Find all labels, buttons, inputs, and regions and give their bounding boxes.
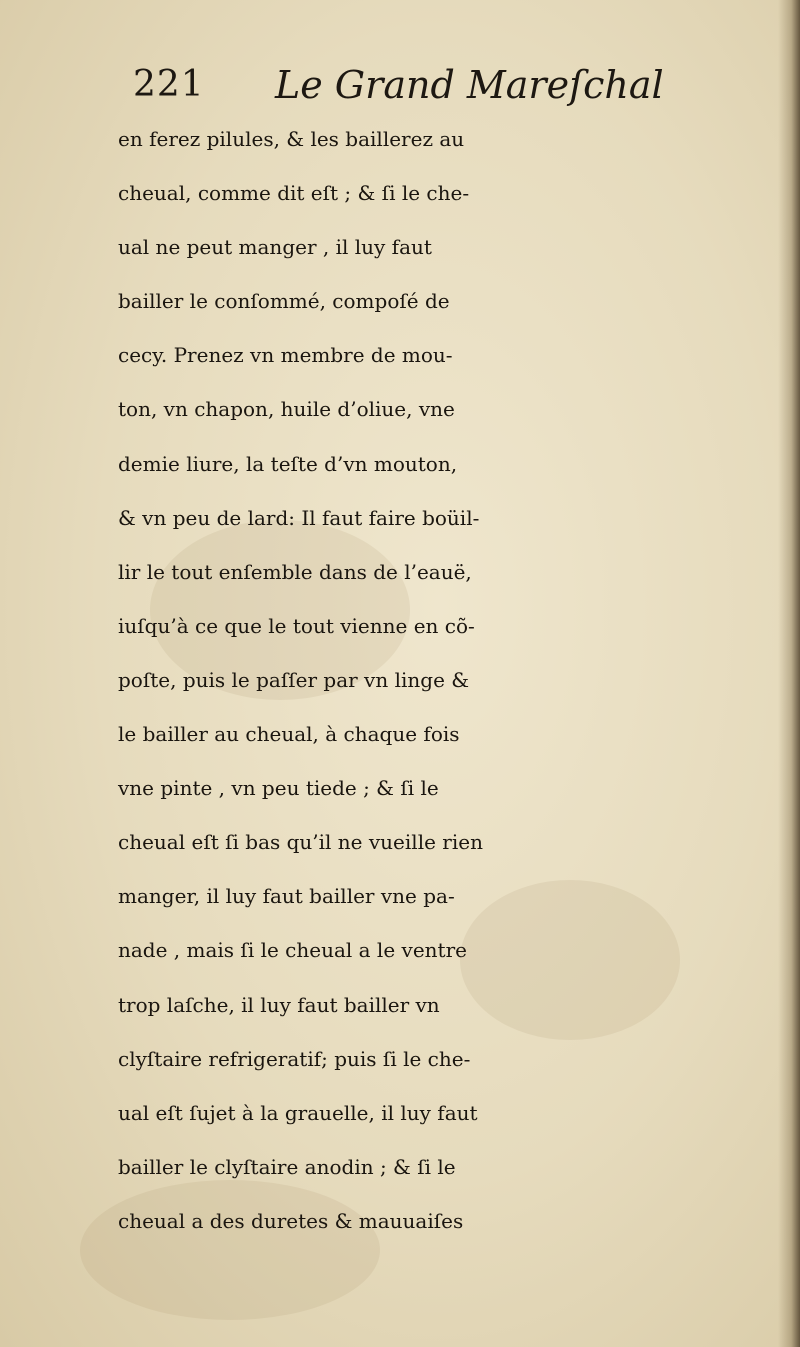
text-line: cecy. Prenez vn membre de mou-	[118, 343, 453, 368]
book-gutter	[778, 0, 800, 1347]
text-line: ual eſt ſujet à la grauelle, il luy faut	[118, 1100, 478, 1125]
text-line: manger, il luy faut bailler vne pa-	[118, 884, 455, 909]
body-text	[118, 112, 768, 1248]
text-line: ual ne peut manger , il luy faut	[118, 235, 432, 260]
text-line: lir le tout enſemble dans de l’eauë,	[118, 559, 472, 584]
text-line: poſte, puis le paſſer par vn linge &	[118, 667, 470, 692]
text-line: bailler le clyſtaire anodin ; & ſi le	[118, 1154, 456, 1179]
text-line: nade , mais ſi le cheual a le ventre	[118, 938, 467, 963]
text-line: cheual eſt ſi bas qu’il ne vueille rien	[118, 830, 483, 855]
running-title: Le Grand Mareſchal	[275, 63, 664, 107]
text-line: iuſqu’à ce que le tout vienne en cõ-	[118, 613, 475, 638]
text-line: demie liure, la teſte d’vn mouton,	[118, 451, 458, 476]
text-line: & vn peu de lard: Il faut faire boüil-	[118, 505, 480, 530]
text-line: cheual, comme dit eſt ; & ſi le che-	[118, 181, 470, 206]
text-line: trop laſche, il luy faut bailler vn	[118, 992, 440, 1017]
running-head	[133, 60, 693, 110]
text-line: ton, vn chapon, huile d’oliue, vne	[118, 397, 455, 422]
text-line: cheual a des duretes & mauuaiſes	[118, 1208, 464, 1233]
text-line: en ferez pilules, & les baillerez au	[118, 127, 465, 151]
text-line: vne pinte , vn peu tiede ; & ſi le	[118, 776, 439, 801]
text-line: le bailler au cheual, à chaque fois	[118, 722, 460, 747]
text-line: clyſtaire refrigeratif; puis ſi le che-	[118, 1046, 471, 1071]
page-number: 221	[133, 64, 205, 105]
text-line: bailler le conſommé, compoſé de	[118, 289, 450, 314]
